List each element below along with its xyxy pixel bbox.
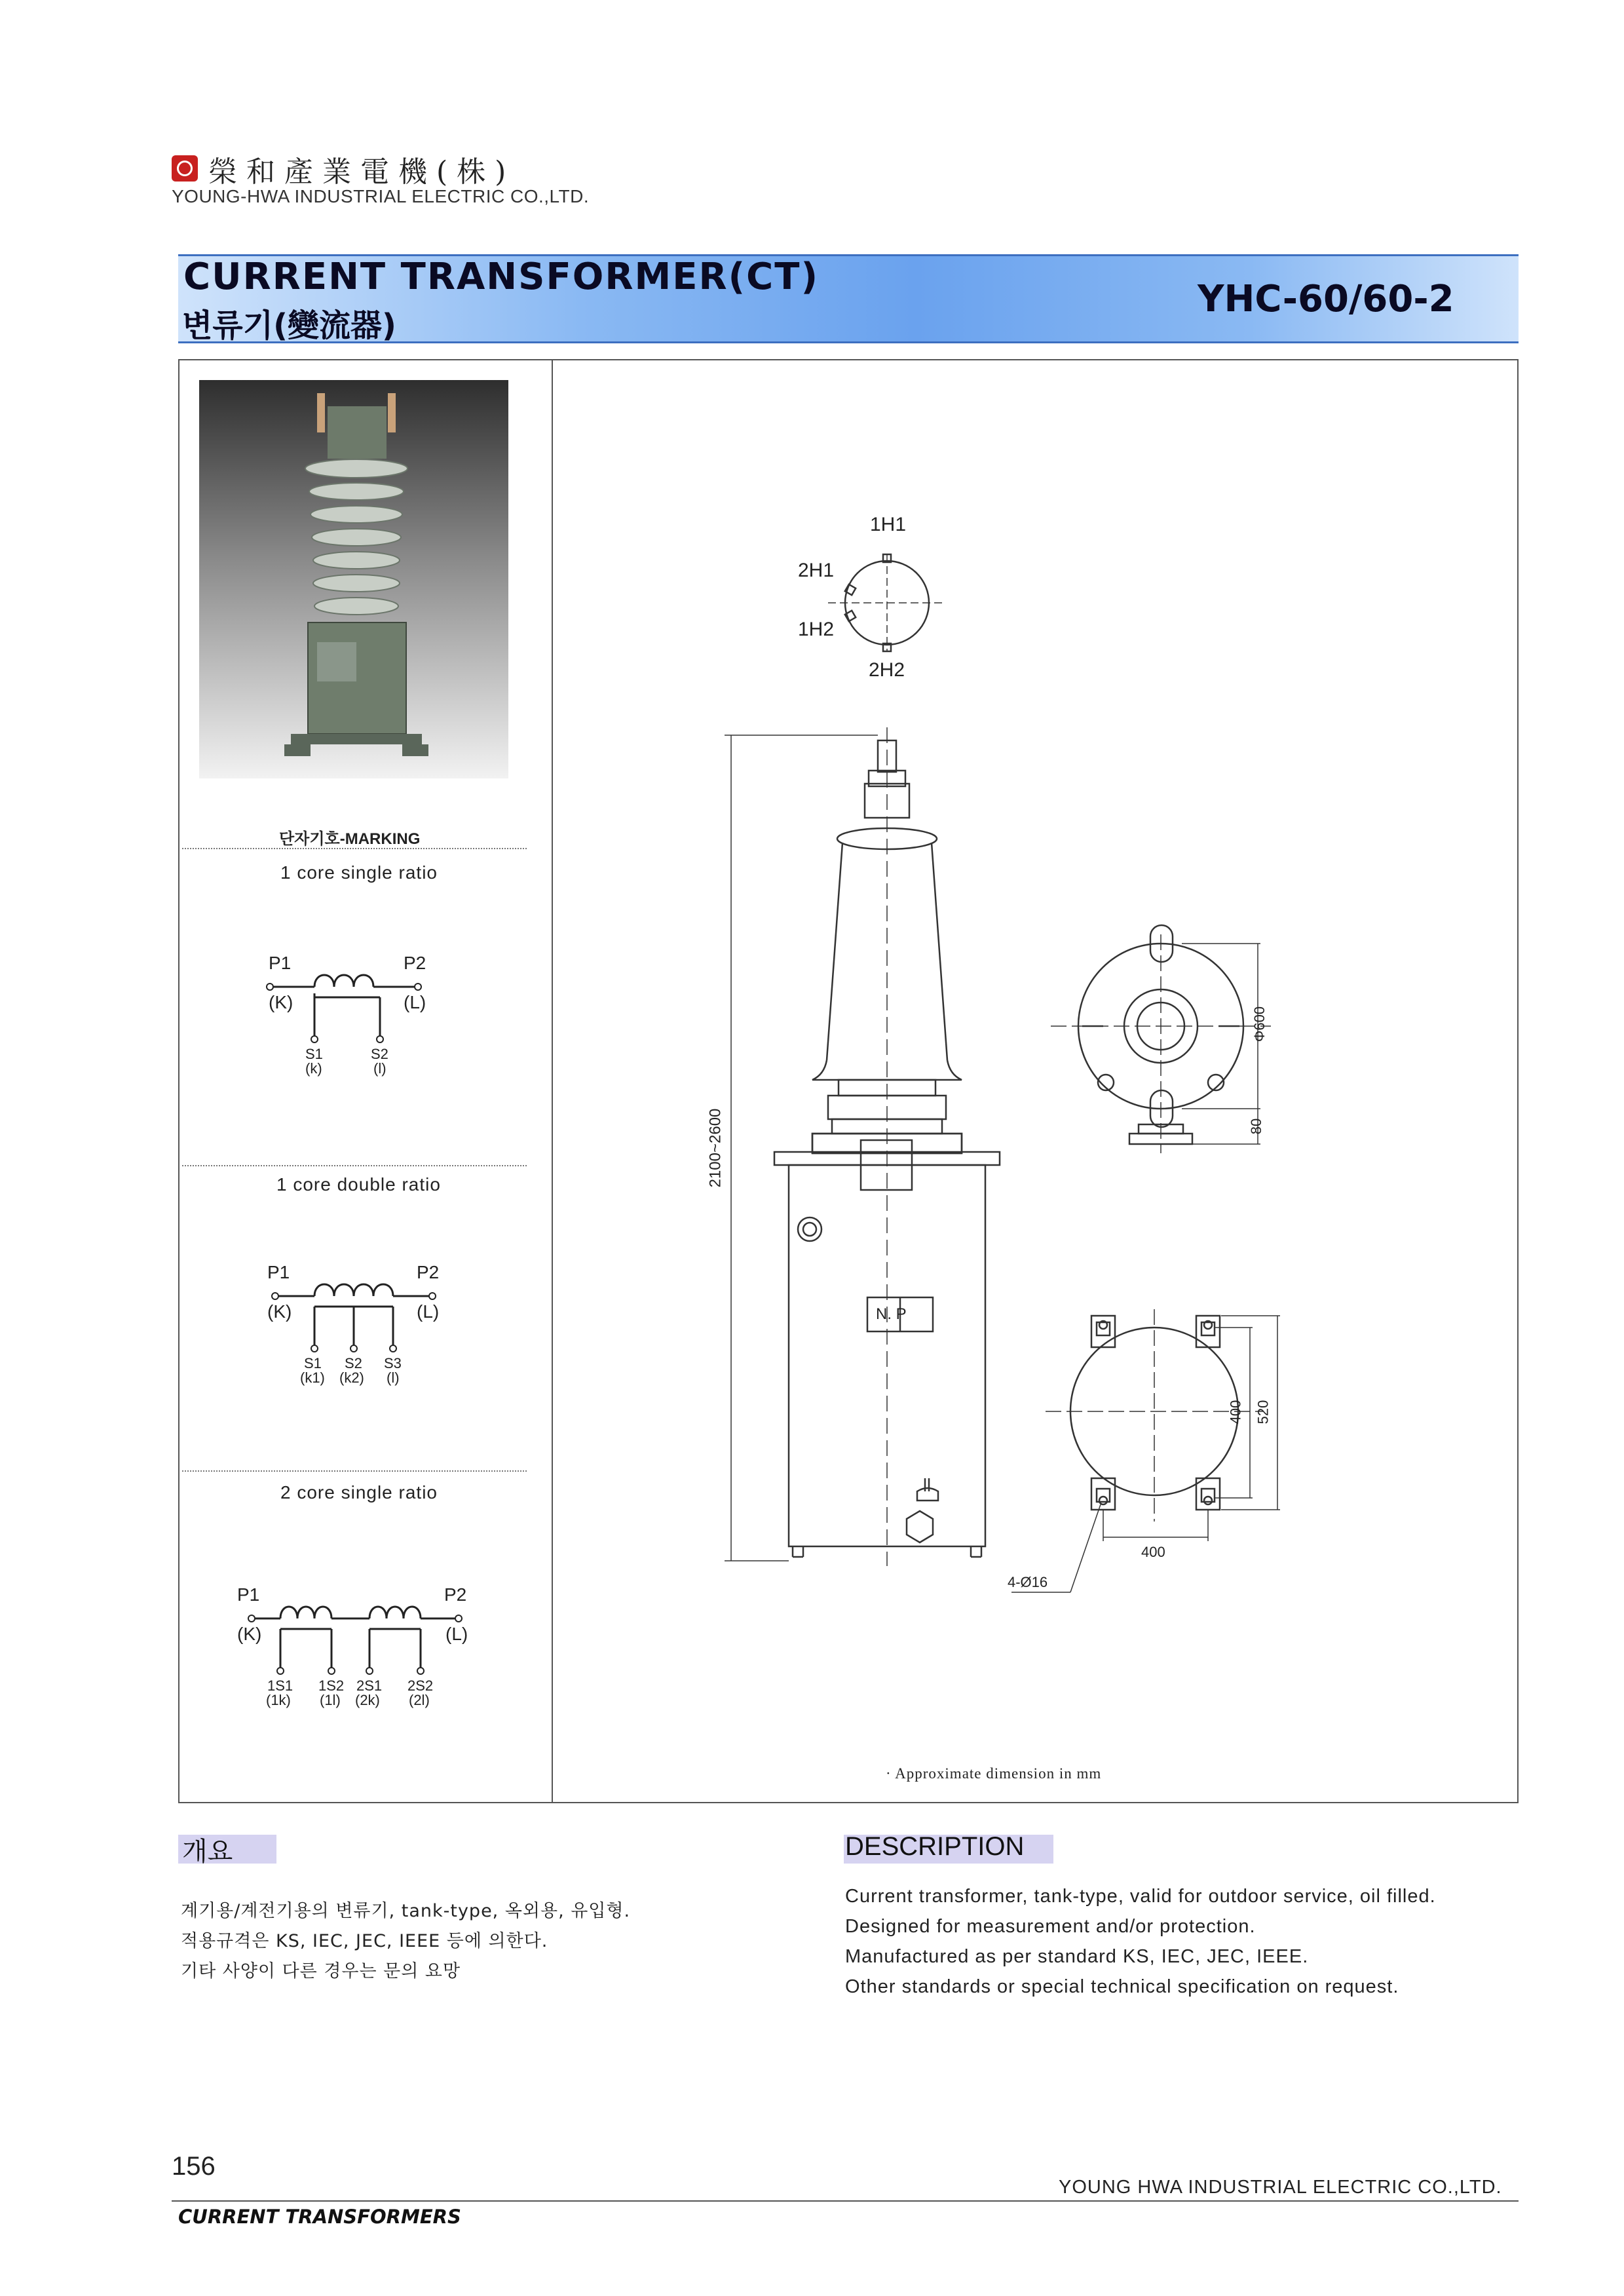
company-name-english: YOUNG-HWA INDUSTRIAL ELECTRIC CO.,LTD. [172,186,590,206]
top-view-label-1h1: 1H1 [870,514,907,535]
company-logo [172,155,198,182]
diagram-label-1core-single: 1 core single ratio [280,862,438,883]
dimension-flange-height: 80 [1248,1118,1265,1135]
terminal-k2: (k2) [339,1369,364,1386]
overview-line: 적용규격은 KS, IEC, JEC, IEEE 등에 의한다. [181,1931,548,1951]
product-photo [199,380,508,778]
dimension-base-inner: 400 [1227,1400,1244,1425]
description-line: Manufactured as per standard KS, IEC, JEC, IEEE. [845,1946,1309,1967]
dimension-note: · Approximate dimension in mm [886,1765,1102,1782]
terminal-k: (K) [269,992,293,1012]
terminal-s3: S3 [384,1355,402,1371]
terminal-l: (L) [404,992,426,1012]
company-name-hanja: 榮和產業電機(株) [208,155,516,189]
description-heading: DESCRIPTION [845,1832,1025,1861]
marking-heading: 단자기호-MARKING [279,830,421,848]
terminal-l: (L) [445,1624,468,1644]
terminal-p2: P2 [417,1262,440,1282]
terminal-k: (K) [237,1624,262,1644]
terminal-p1: P1 [237,1584,260,1605]
description-line: Current transformer, tank-type, valid for outdoor service, oil filled. [845,1886,1436,1907]
description-line: Designed for measurement and/or protection. [845,1916,1256,1937]
dimension-base-outer: 520 [1255,1400,1272,1425]
dimension-holes: 4-Ø16 [1008,1574,1048,1590]
terminal-1s1: 1S1 [267,1677,293,1694]
terminal-2l: (2l) [409,1692,430,1708]
model-number: YHC-60/60-2 [1198,278,1454,320]
terminal-2k: (2k) [355,1692,380,1708]
page-title: CURRENT TRANSFORMER(CT) [183,256,820,298]
divider [182,848,527,849]
terminal-s1: S1 [305,1046,323,1062]
terminal-p1: P1 [267,1262,290,1282]
description-line: Other standards or special technical specification on request. [845,1976,1399,1997]
terminal-k1: (k1) [300,1369,325,1386]
overview-line: 계기용/계전기용의 변류기, tank-type, 옥외용, 유입형. [181,1901,631,1921]
terminal-1s2: 1S2 [318,1677,345,1694]
terminal-2s1: 2S1 [356,1677,383,1694]
terminal-s1: S1 [304,1355,322,1371]
nameplate-label: N. P [876,1305,907,1323]
marking-diagram-1core-double [249,1262,472,1398]
footer-rule [172,2200,1519,2202]
top-view-label-2h2: 2H2 [869,659,905,681]
diagram-label-2core-single: 2 core single ratio [280,1482,438,1502]
terminal-1l: (1l) [320,1692,341,1708]
dimension-flange-diameter: Φ600 [1251,1006,1268,1043]
terminal-s2: S2 [345,1355,362,1371]
page-subtitle-korean: 변류기(變流器) [182,307,396,344]
terminal-l: (L) [417,1301,440,1322]
divider [182,1165,527,1166]
terminal-s2: S2 [371,1046,388,1062]
terminal-1k: (1k) [266,1692,291,1708]
terminal-p2: P2 [404,953,426,973]
divider [182,1470,527,1472]
terminal-p1: P1 [269,953,292,973]
marking-diagram-1core-single [249,953,445,1089]
terminal-p2: P2 [444,1584,467,1605]
terminal-k-small: (k) [305,1060,322,1077]
diagram-label-1core-double: 1 core double ratio [276,1174,441,1195]
footer-company: YOUNG HWA INDUSTRIAL ELECTRIC CO.,LTD. [1059,2177,1502,2198]
terminal-l-small: (l) [373,1060,387,1077]
top-view-label-2h1: 2H1 [798,560,835,581]
dimension-base-width: 400 [1141,1544,1165,1560]
terminal-k: (K) [267,1301,292,1322]
technical-drawing [553,360,1517,1802]
terminal-2s2: 2S2 [407,1677,434,1694]
overview-heading: 개요 [182,1837,233,1866]
terminal-l-small: (l) [387,1369,400,1386]
marking-diagram-2core-single [233,1584,495,1721]
footer-section-title: CURRENT TRANSFORMERS [178,2206,461,2228]
overview-line: 기타 사양이 다른 경우는 문의 요망 [181,1961,461,1981]
dimension-height: 2100~2600 [706,1108,725,1188]
page-number: 156 [172,2152,216,2181]
top-view-label-1h2: 1H2 [798,619,835,640]
